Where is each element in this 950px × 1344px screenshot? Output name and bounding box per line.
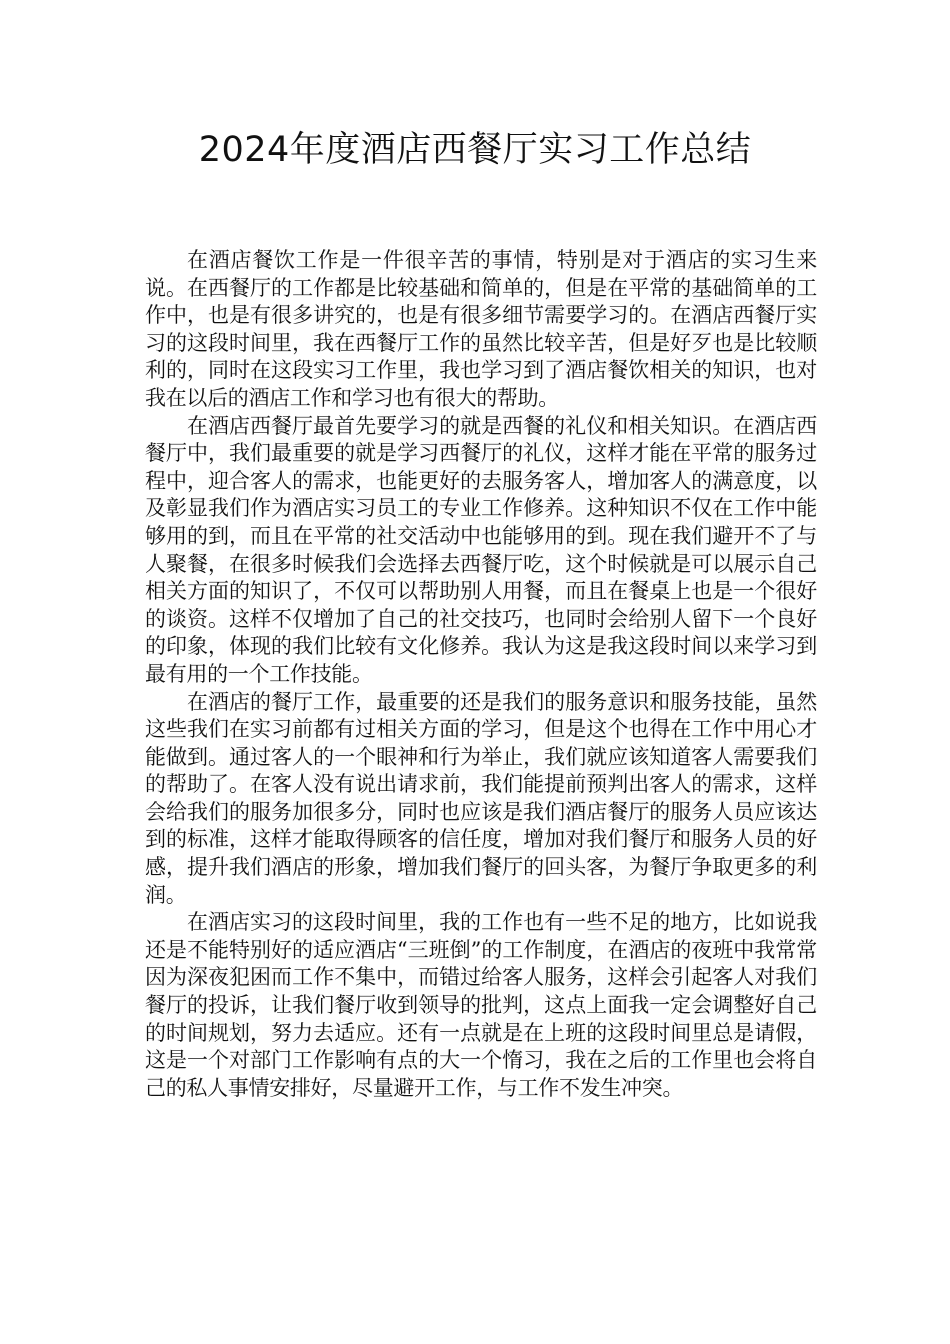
document-body: [145, 247, 817, 1102]
paragraph-1: 在酒店餐饮工作是一件很辛苦的事情，特别是对于酒店的实习生来说。在西餐厅的工作都是比较基础和简单的，但是在平常的基础简单的工作中，也是有很多讲究的，也是有很多细节需要学习的。在酒店西餐厅实习的这段时间里，我在西餐厅工作的虽然比较辛苦，但是好歹也是比较顺利的，同时在这段实习工作里，我也学习到了酒店餐饮相关的知识，也对我在以后的酒店工作和学习也有很大的帮助。: [145, 248, 817, 410]
paragraph-3: 在酒店的餐厅工作，最重要的还是我们的服务意识和服务技能，虽然这些我们在实习前都有过相关方面的学习，但是这个也得在工作中用心才能做到。通过客人的一个眼神和行为举止，我们就应该知道客人需要我们的帮助了。在客人没有说出请求前，我们能提前预判出客人的需求，这样会给我们的服务加很多分，同时也应该是我们酒店餐厅的服务人员应该达到的标准，这样才能取得顾客的信任度，增加对我们餐厅和服务人员的好感，提升我们酒店的形象，增加我们餐厅的回头客，为餐厅争取更多的利润。: [145, 689, 817, 907]
paragraph-2: 在酒店西餐厅最首先要学习的就是西餐的礼仪和相关知识。在酒店西餐厅中，我们最重要的就是学习西餐厅的礼仪，这样才能在平常的服务过程中，迎合客人的需求，也能更好的去服务客人，增加客人的满意度，以及彰显我们作为酒店实习员工的专业工作修养。这种知识不仅在工作中能够用的到，而且在平常的社交活动中也能够用的到。现在我们避开不了与人聚餐，在很多时候我们会选择去西餐厅吃，这个时候就是可以展示自己相关方面的知识了，不仅可以帮助别人用餐，而且在餐桌上也是一个很好的谈资。这样不仅增加了自己的社交技巧，也同时会给别人留下一个良好的印象，体现的我们比较有文化修养。我认为这是我这段时间以来学习到最有用的一个工作技能。: [145, 413, 817, 686]
document-title: 2024年度酒店西餐厅实习工作总结: [198, 130, 752, 170]
paragraph-4: 在酒店实习的这段时间里，我的工作也有一些不足的地方，比如说我还是不能特别好的适应酒店“三班倒”的工作制度，在酒店的夜班中我常常因为深夜犯困而工作不集中，而错过给客人服务，这样会引起客人对我们餐厅的投诉，让我们餐厅收到领导的批判，这点上面我一定会调整好自己的时间规划，努力去适应。还有一点就是在上班的这段时间里总是请假，这是一个对部门工作影响有点的大一个惰习，我在之后的工作里也会将自己的私人事情安排好，尽量避开工作，与工作不发生冲突。: [145, 910, 817, 1100]
